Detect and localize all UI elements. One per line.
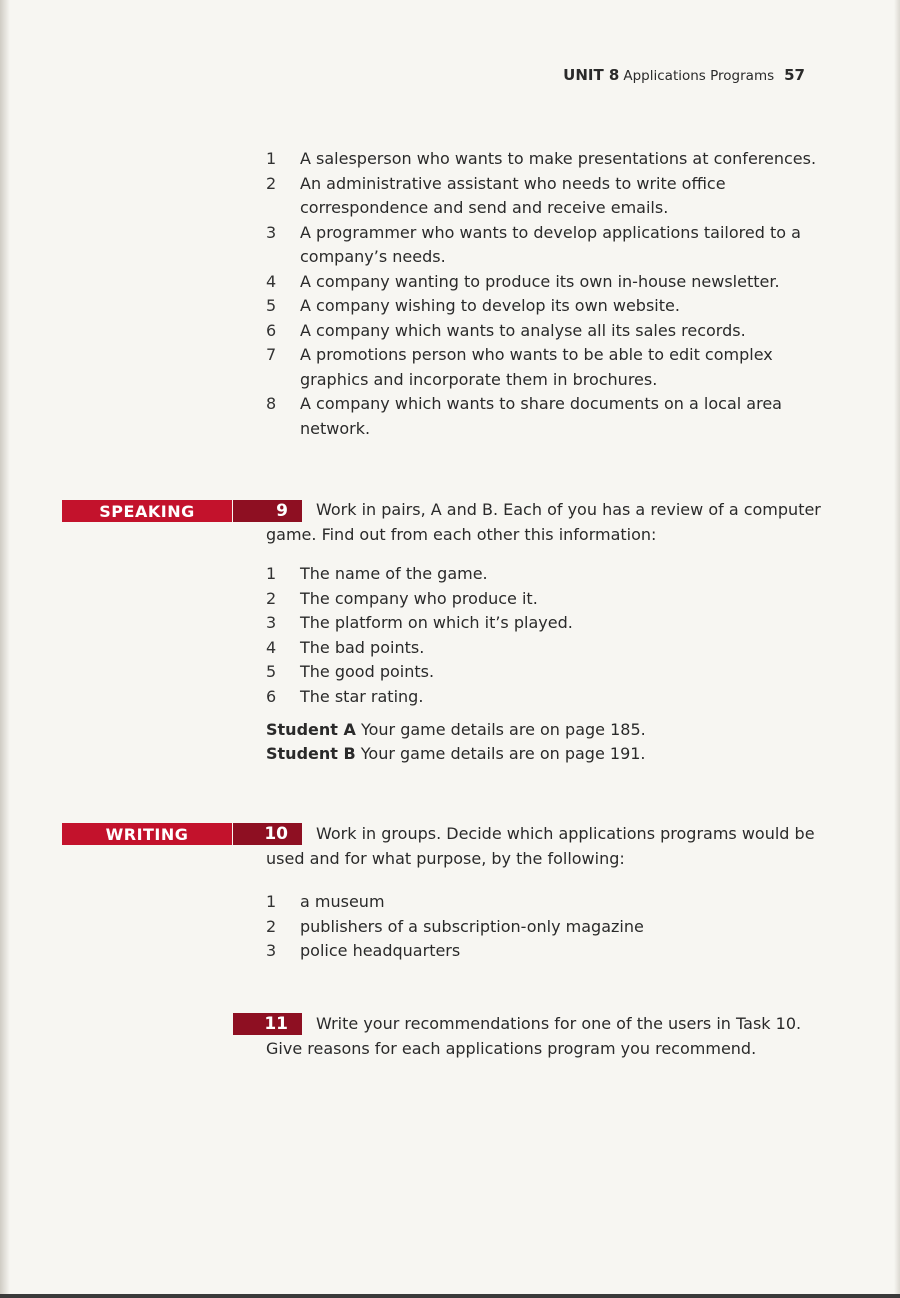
- organisation-list: [266, 890, 826, 964]
- list-item: [266, 939, 826, 964]
- item-text: An administrative assistant who needs to write office correspondence and send and receive emails.: [300, 173, 726, 217]
- student-b-line: [266, 742, 646, 767]
- item-number: 1: [266, 892, 277, 911]
- unit-title: Applications Programs: [623, 68, 775, 84]
- item-number: 3: [266, 613, 277, 632]
- page-bottom-edge: [0, 1294, 900, 1298]
- item-text: A promotions person who wants to be able to edit complex graphics and incorporate them in brochures.: [300, 345, 773, 389]
- task-10-badge: 10: [233, 823, 302, 845]
- item-number: 3: [266, 222, 277, 242]
- list-item: [266, 611, 826, 636]
- item-text: The platform on which it’s played.: [300, 613, 573, 632]
- item-number: 2: [266, 916, 277, 936]
- student-b-label: Student B: [266, 744, 356, 763]
- item-text: A salesperson who wants to make presentations at conferences.: [300, 149, 817, 168]
- game-info-list: [266, 562, 826, 709]
- task-9-instructions: Work in pairs, A and B. Each of you has a review of a computer game. Find out from each other this information:: [266, 500, 821, 544]
- item-number: 4: [266, 271, 277, 291]
- speaking-section-label: SPEAKING: [62, 500, 232, 522]
- item-text: A programmer who wants to develop applications tailored to a company’s needs.: [300, 222, 801, 266]
- item-number: 2: [266, 588, 277, 608]
- item-text: police headquarters: [300, 941, 461, 960]
- item-number: 1: [266, 564, 277, 583]
- item-text: A company wishing to develop its own website.: [300, 296, 680, 315]
- writing-section-label: WRITING: [62, 823, 232, 845]
- item-number: 6: [266, 686, 277, 706]
- list-item: [266, 392, 826, 441]
- list-item: [266, 343, 826, 392]
- item-number: 4: [266, 637, 277, 657]
- item-number: 2: [266, 173, 277, 193]
- item-number: 5: [266, 662, 277, 681]
- item-text: The company who produce it.: [300, 588, 538, 608]
- item-text: The bad points.: [300, 637, 425, 657]
- item-number: 8: [266, 394, 277, 413]
- list-item: [266, 319, 826, 344]
- item-text: A company wanting to produce its own in-house newsletter.: [300, 271, 780, 291]
- list-item: [266, 685, 826, 710]
- student-b-text: Your game details are on page 191.: [355, 744, 646, 763]
- user-list: [266, 147, 826, 441]
- item-number: 6: [266, 320, 277, 340]
- item-text: publishers of a subscription-only magazine: [300, 916, 644, 936]
- student-a-line: [266, 718, 646, 743]
- item-text: A company which wants to analyse all its sales records.: [300, 320, 746, 340]
- list-item: [266, 270, 826, 295]
- list-item: [266, 636, 826, 661]
- item-text: a museum: [300, 892, 385, 911]
- list-item: [266, 587, 826, 612]
- item-text: The name of the game.: [300, 564, 488, 583]
- task-10-instructions: Work in groups. Decide which applications programs would be used and for what purpose, by the following:: [266, 824, 815, 868]
- list-item: [266, 915, 826, 940]
- list-item: [266, 294, 826, 319]
- student-a-label: Student A: [266, 720, 356, 739]
- list-item: [266, 221, 826, 270]
- page-number: 57: [784, 66, 805, 84]
- item-text: The star rating.: [300, 686, 424, 706]
- item-number: 3: [266, 941, 277, 960]
- task-11-badge: 11: [233, 1013, 302, 1035]
- list-item: [266, 147, 826, 172]
- item-text: A company which wants to share documents on a local area network.: [300, 394, 782, 438]
- page-edge-right: [894, 0, 900, 1298]
- item-number: 7: [266, 345, 277, 364]
- list-item: [266, 660, 826, 685]
- item-number: 1: [266, 149, 277, 168]
- list-item: [266, 562, 826, 587]
- running-head: [563, 66, 805, 84]
- list-item: [266, 890, 826, 915]
- list-item: [266, 172, 826, 221]
- item-number: 5: [266, 296, 277, 315]
- student-a-text: Your game details are on page 185.: [355, 720, 646, 739]
- item-text: The good points.: [300, 662, 435, 681]
- unit-label: UNIT 8: [563, 66, 620, 84]
- task-9-badge: 9: [233, 500, 302, 522]
- page-edge-left: [0, 0, 10, 1298]
- task-11-instructions: Write your recommendations for one of the users in Task 10. Give reasons for each applications program you recommend.: [266, 1014, 802, 1058]
